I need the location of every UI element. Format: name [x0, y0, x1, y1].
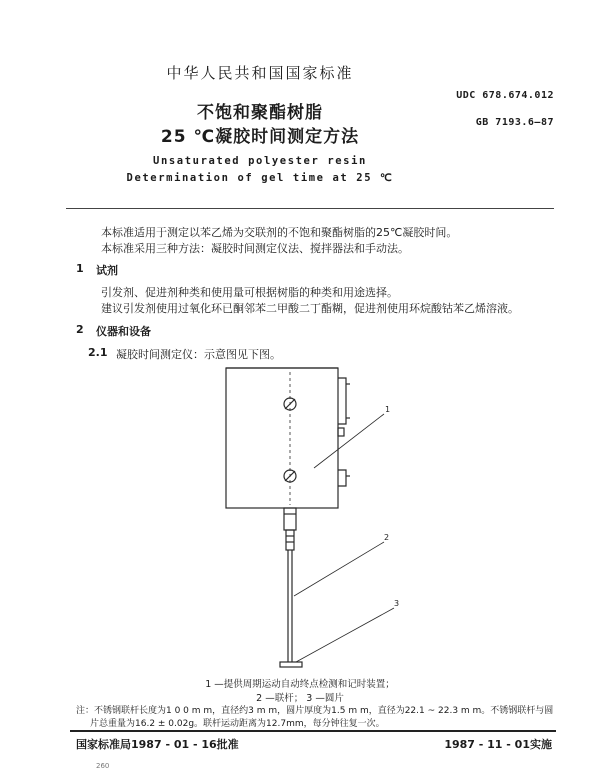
apparatus-bracket-upper: [338, 378, 346, 424]
apparatus-side-knob: [338, 428, 344, 436]
leader-line-1: [314, 414, 384, 468]
apparatus-bracket-lower: [338, 470, 346, 486]
rod-clamp: [286, 530, 294, 550]
section-2-heading: 仪器和设备: [96, 325, 151, 338]
leader-line-3: [296, 608, 394, 662]
figure-caption-1: 1 —提供周期运动自动终点检测和记时装置；: [205, 679, 395, 690]
page-number-fragment: 260: [96, 762, 110, 770]
figure-label-1: 1: [385, 405, 391, 414]
chinese-title-line2: 25 ℃凝胶时间测定方法: [160, 127, 360, 147]
section-1-number: 1: [76, 262, 84, 275]
note-line-1: 注：不锈钢联杆长度为1 0 0 m m，直径约3 m m，圆片厚度为1.5 m m，直径为22.1 ~ 22.3 m m。不锈钢联杆与圆: [76, 706, 554, 716]
implementation-date: 1987 - 11 - 01实施: [444, 738, 552, 751]
gb-code: GB 7193.6—87: [475, 117, 554, 128]
figure-caption-2: 2 —联杆； 3 —圆片: [256, 693, 344, 704]
item-2-1-number: 2.1: [88, 346, 108, 359]
chinese-title-line1: 不饱和聚酯树脂: [197, 103, 323, 123]
rod-coupling: [284, 508, 296, 530]
section-1-line-1: 引发剂、促进剂种类和使用量可根据树脂的种类和用途选择。: [101, 286, 398, 299]
apparatus-housing: [226, 368, 338, 508]
intro-paragraph-1: 本标准适用于测定以苯乙烯为交联剂的不饱和聚酯树脂的25℃凝胶时间。: [101, 226, 458, 239]
footer-divider: [70, 730, 556, 732]
intro-paragraph-2: 本标准采用三种方法：凝胶时间测定仪法、搅拌器法和手动法。: [101, 242, 409, 255]
leader-line-2: [294, 542, 384, 596]
approval-date: 国家标准局1987 - 01 - 16批准: [76, 738, 239, 751]
figure-label-3: 3: [394, 599, 400, 608]
section-2-number: 2: [76, 323, 84, 336]
disc: [280, 662, 302, 667]
english-title-line1: Unsaturated polyester resin: [153, 155, 367, 167]
section-1-line-2: 建议引发剂使用过氧化环已酮邻苯二甲酸二丁酯糊，促进剂使用环烷酸钴苯乙烯溶液。: [101, 302, 519, 315]
item-2-1-text: 凝胶时间测定仪：示意图见下图。: [116, 348, 281, 361]
figure-label-2: 2: [384, 533, 390, 542]
english-title-line2: Determination of gel time at 25 ℃: [126, 172, 394, 184]
udc-code: UDC 678.674.012: [456, 90, 554, 101]
note-line-2: 片总重量为16.2 ± 0.02g。联杆运动距离为12.7mm，每分钟往复一次。: [90, 719, 385, 729]
standard-category-title: 中华人民共和国国家标准: [166, 64, 354, 82]
section-1-heading: 试剂: [96, 264, 118, 277]
